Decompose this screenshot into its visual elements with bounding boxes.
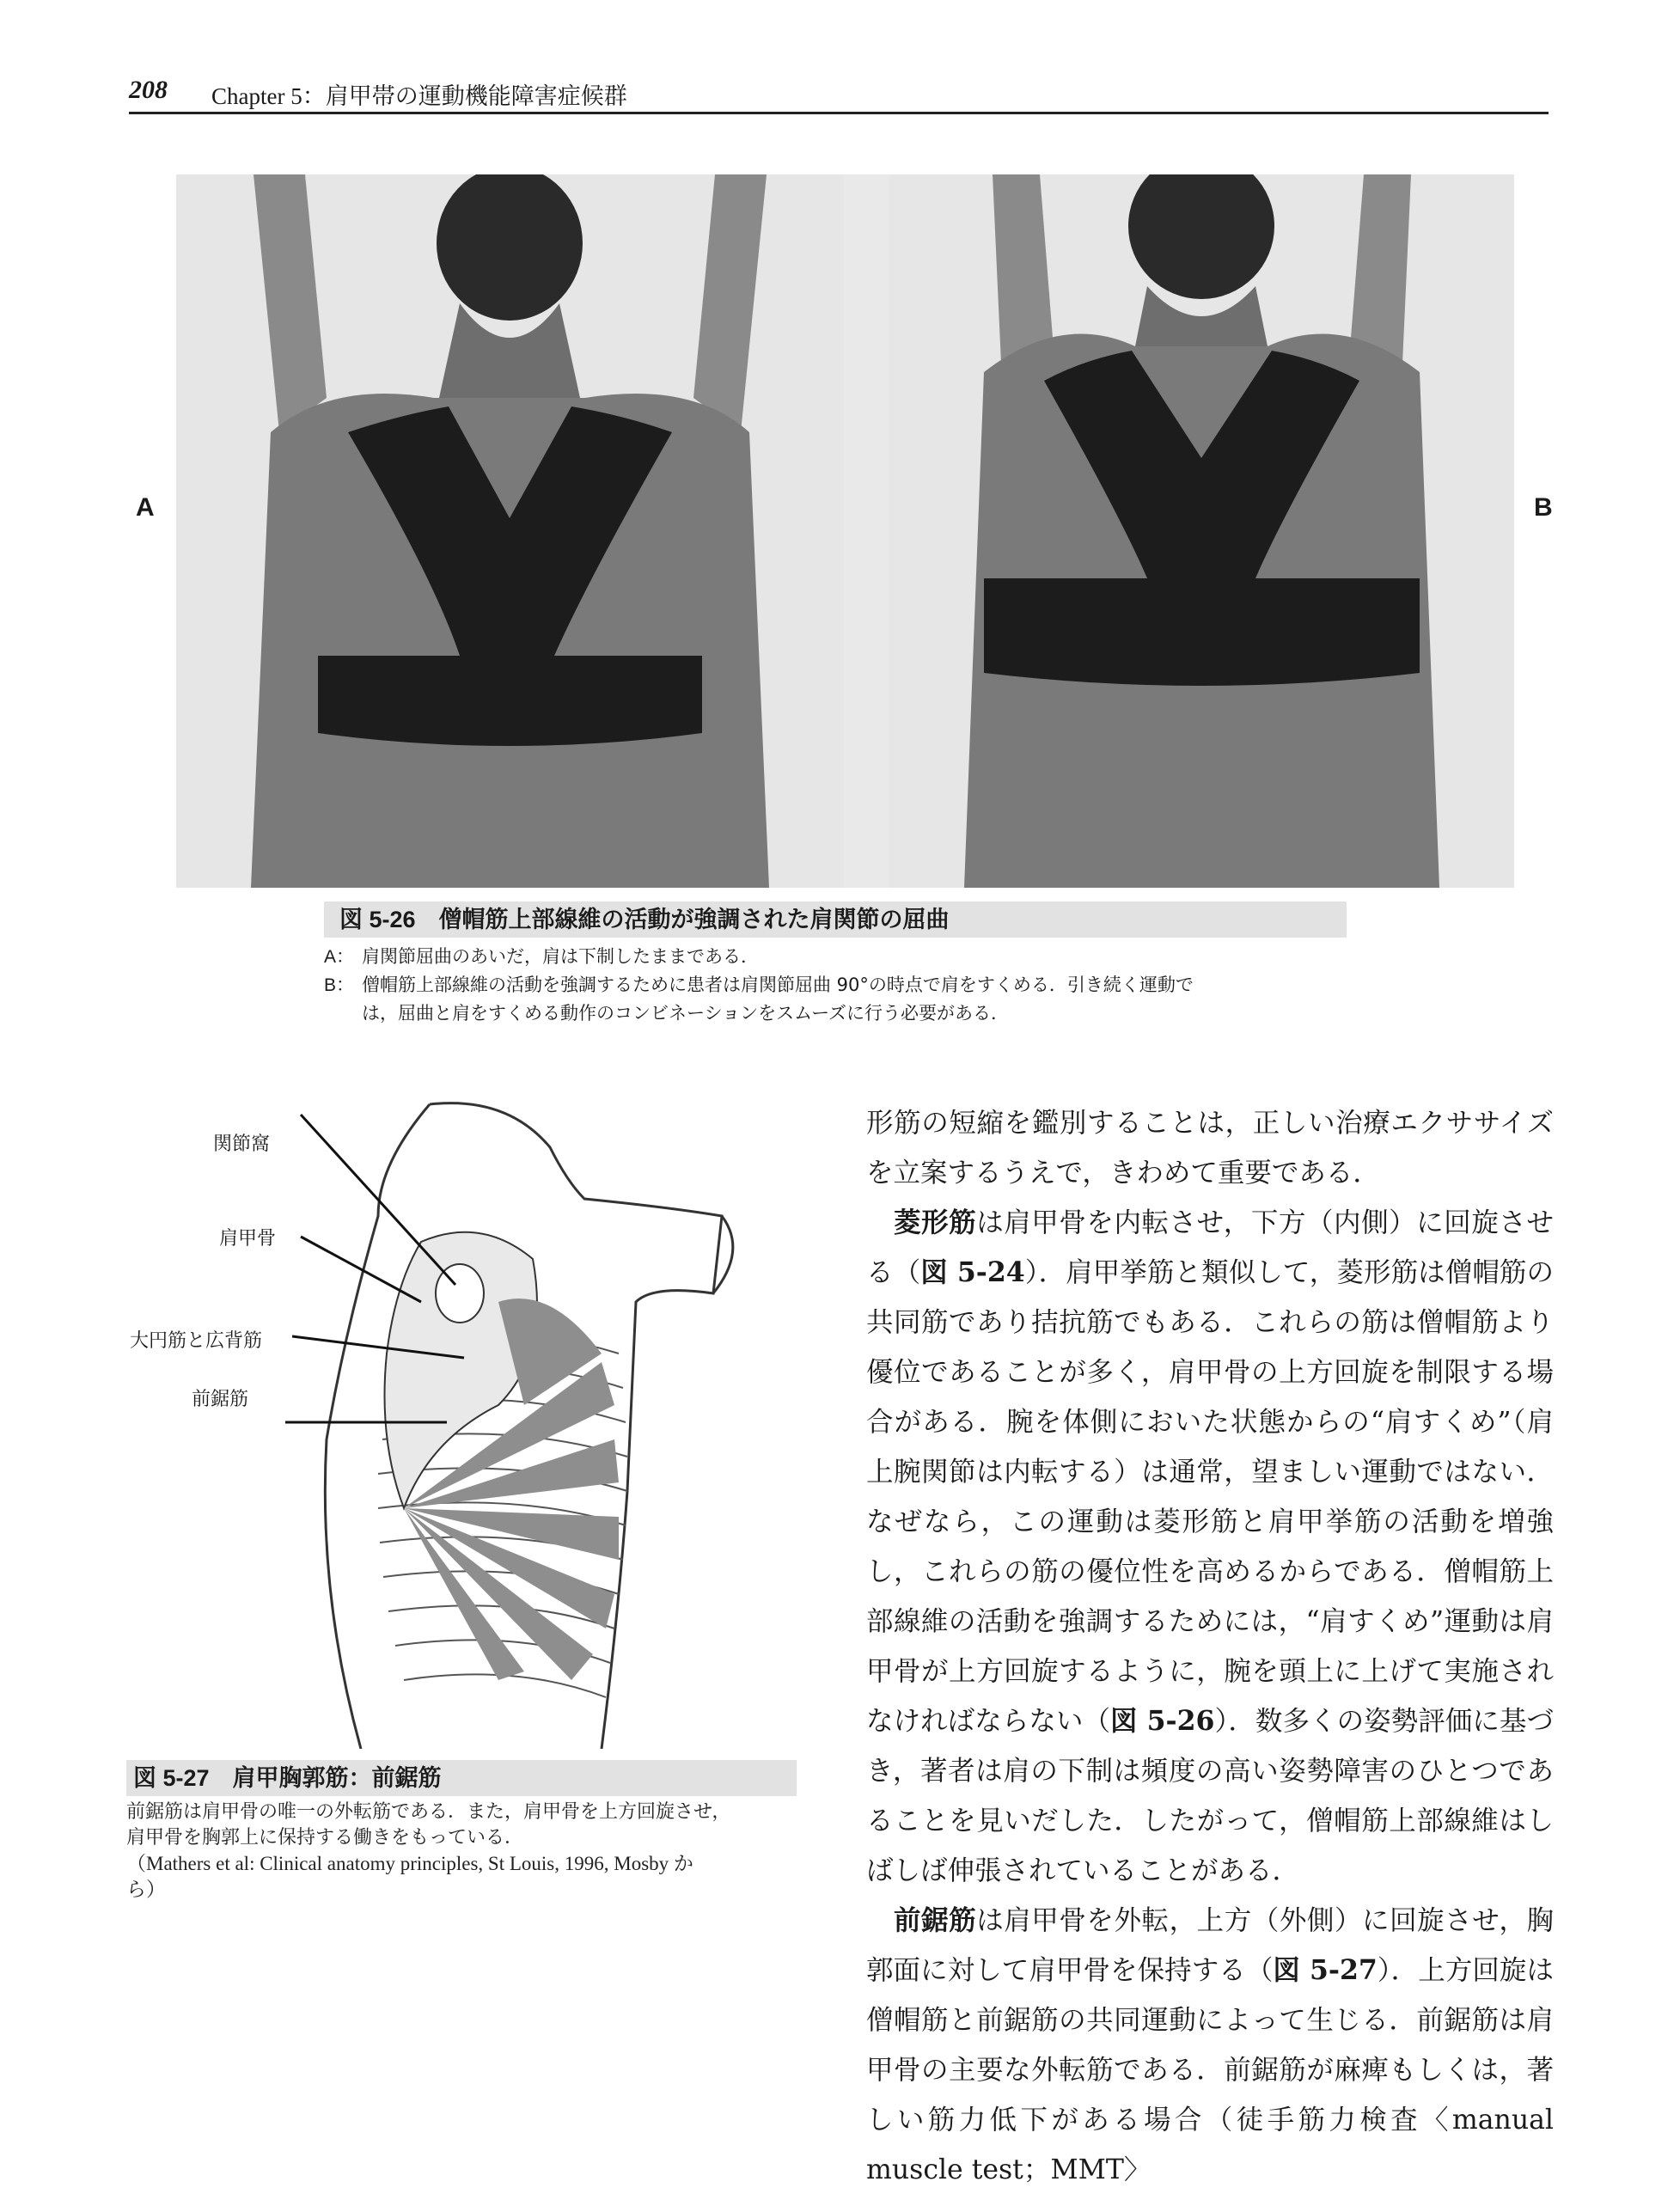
caption-item-b (324, 971, 1347, 999)
paragraph-1: 形筋の短縮を鑑別することは，正しい治療エクササイズを立案するうえで，きわめて重要である． (866, 1108, 1554, 1189)
page-number: 208 (129, 76, 168, 104)
label-scapula: 肩甲骨 (219, 1228, 277, 1250)
term-serratus: 前鋸筋 (894, 1904, 977, 1936)
figure-5-26-caption (324, 901, 1347, 1028)
caption-text-b: 僧帽筋上部線維の活動を強調するために患者は肩関節屈曲 90°の時点で肩をすくめる．引き続く運動で (362, 975, 1194, 995)
paragraph-rhomboid: 菱形筋は肩甲骨を内転させ，下方（内側）に回旋させる（図 5-24）．肩甲挙筋と類似して，菱形筋は僧帽筋の共同筋であり拮抗筋でもある．これらの筋は僧帽筋より優位であることが多く，肩甲骨の上方回旋を制限する場合がある．腕を体側においた状態からの“肩すくめ”（肩上腕関節は内転する）は通常，望ましい運動ではない．なぜなら，この運動は菱形筋と肩甲挙筋の活動を増強し，これらの筋の優位性を高めるからである．僧帽筋上部線維の活動を強調するためには，“肩すくめ”運動は肩甲骨が上方回旋するように，腕を頭上に上げて実施されなければならない（図 5-26）．数多くの姿勢評価に基づき，著者は肩の下制は頻度の高い姿勢障害のひとつであることを見いだした．したがって，僧帽筋上部線維はしばしば伸張されていることがある． (866, 1207, 1554, 1886)
panel-label-b: B (1534, 493, 1553, 522)
figure-ref: 図 5-27 (1273, 1954, 1378, 1986)
figure-5-26-photos (176, 174, 1514, 888)
serratus-anterior-diagram (120, 1079, 808, 1749)
caption-text-b-continued: は，屈曲と肩をすくめる動作のコンビネーションをスムーズに行う必要がある． (362, 1003, 1010, 1024)
photo-panel-b (889, 174, 1514, 888)
body-text (866, 1098, 1554, 2195)
figure-ref: 図 5-26 (1110, 1705, 1215, 1737)
term-rhomboid: 菱形筋 (894, 1207, 977, 1238)
caption-key-a: A： (324, 947, 355, 967)
figure-ref: 図 5-24 (920, 1256, 1025, 1288)
figure-5-27-caption (126, 1760, 797, 1903)
page-header (129, 74, 1549, 114)
figure-5-26-title: 図 5-26 僧帽筋上部線維の活動が強調された肩関節の屈曲 (324, 901, 1347, 938)
paragraph-serratus: 前鋸筋は肩甲骨を外転，上方（外側）に回旋させ，胸郭面に対して肩甲骨を保持する（図 5-27）．上方回旋は僧帽筋と前鋸筋の共同運動によって生じる．前鋸筋は肩甲骨の主要な外転筋である．前鋸筋が麻痺もしくは，著しい筋力低下がある場合（徒手筋力検査〈manual muscle test；MMT〉 (866, 1904, 1554, 2185)
caption-key-b: B： (324, 975, 355, 995)
figure-5-27-description (126, 1800, 797, 1851)
photo-panel-a (176, 174, 844, 888)
source-line: （Mathers et al: Clinical anatomy principles, St Louis, 1996, Mosby か (126, 1853, 693, 1874)
caption-item-a (324, 943, 1347, 971)
description-line: 肩甲骨を胸郭上に保持する働きをもっている． (126, 1827, 524, 1849)
figure-5-27-source (126, 1851, 797, 1903)
source-line: ら） (126, 1879, 166, 1900)
label-glenoid-fossa: 関節窩 (213, 1134, 271, 1155)
figure-5-27-title: 図 5-27 肩甲胸郭筋：前鋸筋 (126, 1760, 797, 1796)
label-serratus-anterior: 前鋸筋 (192, 1389, 249, 1410)
chapter-title: Chapter 5：肩甲帯の運動機能障害症候群 (211, 83, 627, 109)
caption-text-a: 肩関節屈曲のあいだ，肩は下制したままである． (362, 946, 759, 967)
description-line: 前鋸筋は肩甲骨の唯一の外転筋である．また，肩甲骨を上方回旋させ， (126, 1801, 731, 1823)
label-teres-major-latissimus: 大円筋と広背筋 (130, 1330, 263, 1352)
panel-label-a: A (136, 493, 155, 522)
